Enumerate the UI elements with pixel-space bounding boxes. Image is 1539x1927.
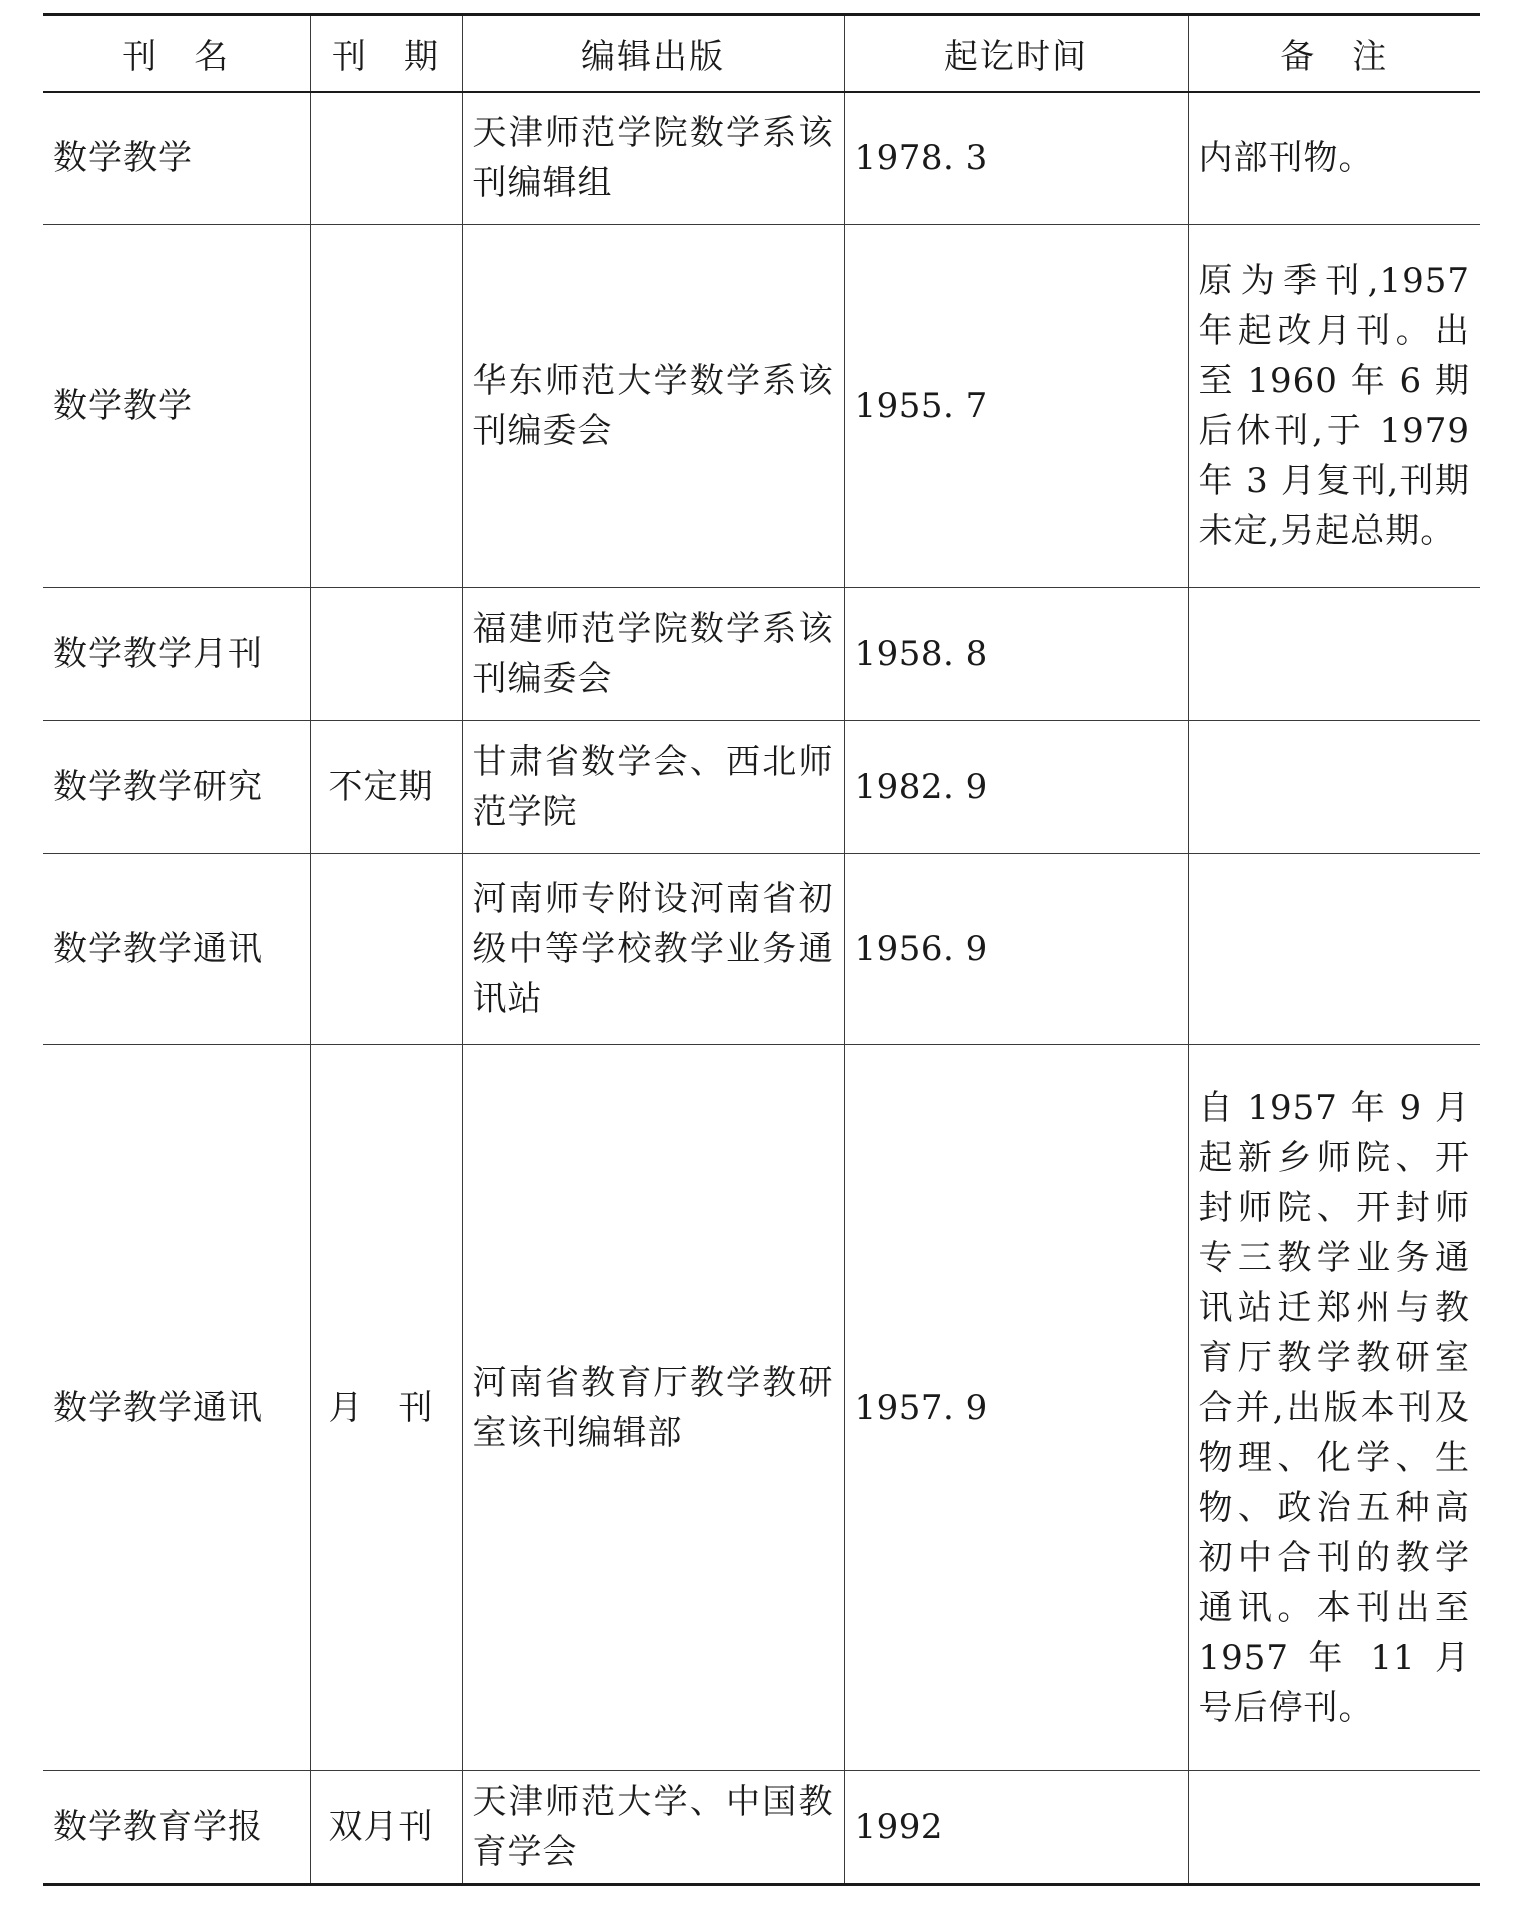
cell-date: 1957. 9	[844, 1045, 1188, 1771]
header-journal-name: 刊 名	[43, 15, 310, 92]
cell-journal-name: 数学教学月刊	[43, 588, 310, 721]
cell-frequency	[310, 588, 462, 721]
cell-date: 1958. 8	[844, 588, 1188, 721]
table-row	[43, 721, 1480, 854]
header-notes: 备 注	[1188, 15, 1480, 92]
cell-publisher: 华东师范大学数学系该刊编委会	[462, 225, 844, 588]
cell-frequency	[310, 225, 462, 588]
cell-frequency	[310, 854, 462, 1045]
cell-date: 1955. 7	[844, 225, 1188, 588]
cell-publisher: 天津师范大学、中国教育学会	[462, 1771, 844, 1885]
cell-journal-name: 数学教学	[43, 225, 310, 588]
journal-table-sheet	[43, 13, 1480, 1886]
table-row	[43, 1045, 1480, 1771]
journal-table	[43, 13, 1480, 1886]
cell-date: 1982. 9	[844, 721, 1188, 854]
cell-date: 1992	[844, 1771, 1188, 1885]
cell-journal-name: 数学教学	[43, 92, 310, 225]
cell-journal-name: 数学教学研究	[43, 721, 310, 854]
cell-journal-name: 数学教学通讯	[43, 854, 310, 1045]
cell-frequency: 不定期	[310, 721, 462, 854]
header-date-range: 起讫时间	[844, 15, 1188, 92]
cell-publisher: 河南师专附设河南省初级中等学校教学业务通讯站	[462, 854, 844, 1045]
cell-date: 1956. 9	[844, 854, 1188, 1045]
cell-publisher: 甘肃省数学会、西北师范学院	[462, 721, 844, 854]
cell-journal-name: 数学教学通讯	[43, 1045, 310, 1771]
cell-publisher: 河南省教育厅教学教研室该刊编辑部	[462, 1045, 844, 1771]
cell-frequency	[310, 92, 462, 225]
cell-journal-name: 数学教育学报	[43, 1771, 310, 1885]
cell-frequency: 双月刊	[310, 1771, 462, 1885]
cell-note: 内部刊物。	[1188, 92, 1480, 225]
table-row	[43, 588, 1480, 721]
cell-frequency: 月 刊	[310, 1045, 462, 1771]
header-frequency: 刊 期	[310, 15, 462, 92]
cell-note	[1188, 721, 1480, 854]
cell-note	[1188, 588, 1480, 721]
cell-note: 自 1957 年 9 月起新乡师院、开封师院、开封师专三教学业务通讯站迁郑州与教育厅教学教研室合并,出版本刊及物理、化学、生物、政治五种高初中合刊的教学通讯。本刊出至 1957 年 11 月号后停刊。	[1188, 1045, 1480, 1771]
cell-date: 1978. 3	[844, 92, 1188, 225]
table-row	[43, 854, 1480, 1045]
table-row	[43, 92, 1480, 225]
table-header-row	[43, 15, 1480, 92]
cell-publisher: 天津师范学院数学系该刊编辑组	[462, 92, 844, 225]
header-publisher: 编辑出版	[462, 15, 844, 92]
cell-note: 原为季刊,1957 年起改月刊。出至 1960 年 6 期后休刊,于 1979 年 3 月复刊,刊期未定,另起总期。	[1188, 225, 1480, 588]
cell-note	[1188, 1771, 1480, 1885]
cell-publisher: 福建师范学院数学系该刊编委会	[462, 588, 844, 721]
table-row	[43, 1771, 1480, 1885]
table-row	[43, 225, 1480, 588]
cell-note	[1188, 854, 1480, 1045]
